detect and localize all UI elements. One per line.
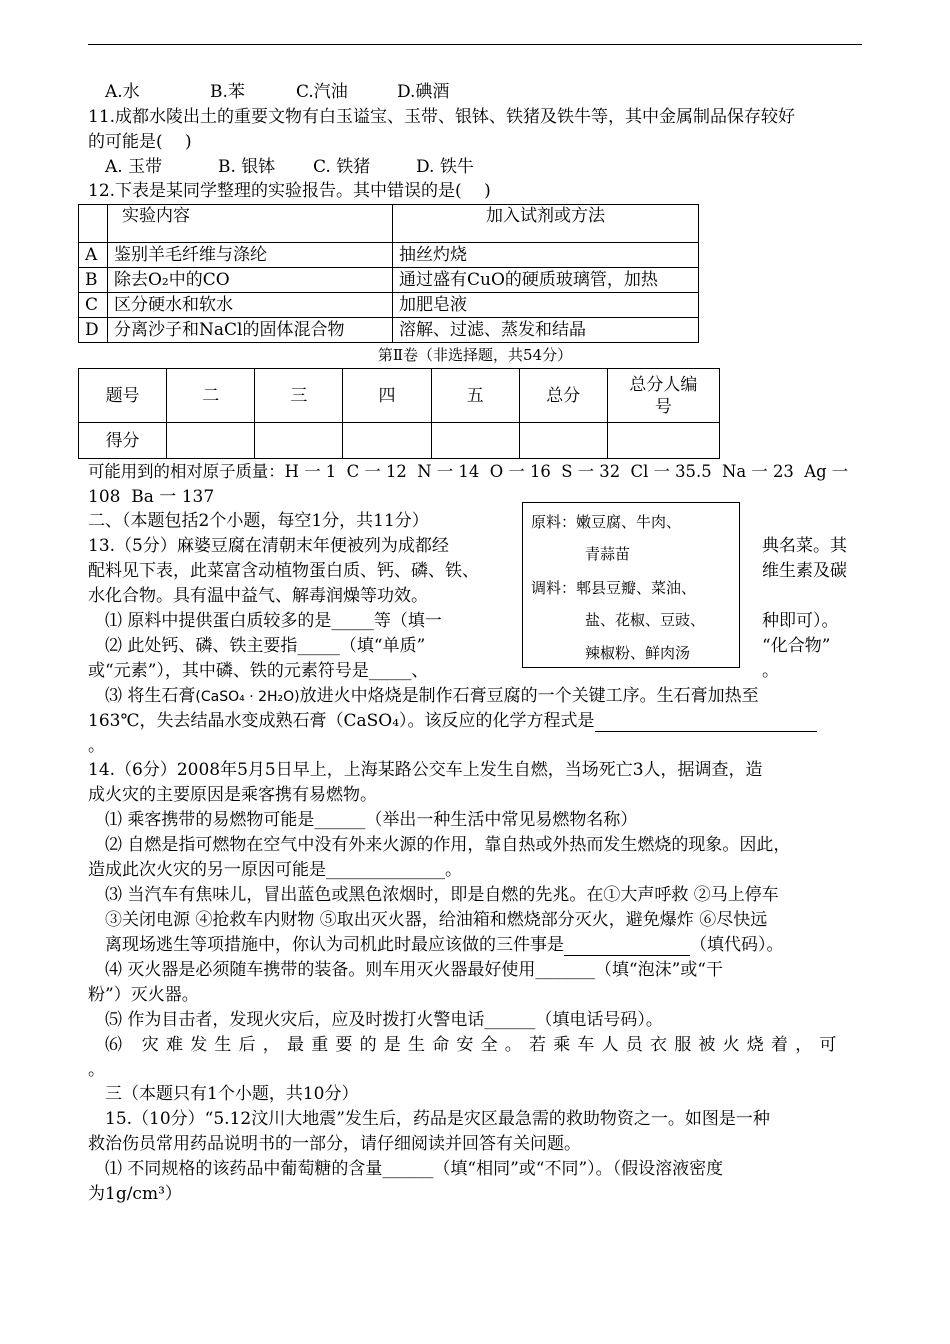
- q14-part1: ⑴ 乘客携带的易燃物可能是______（举出一种生活中常见易燃物名称）: [105, 810, 638, 830]
- q13-part3a: [105, 685, 759, 708]
- q14-part3c-tail: （填代码）。: [690, 935, 784, 955]
- q11-option-c: C. 铁猪: [313, 157, 371, 177]
- table-row: [79, 293, 699, 318]
- atomic-mass-line2: 108 Ba 一 137: [88, 487, 215, 507]
- score-cell[interactable]: [343, 423, 431, 459]
- recipe-line: 盐、花椒、豆豉、: [585, 611, 706, 629]
- q14-part3c-text: 离现场逃生等项措施中，你认为司机此时最应该做的三件事是: [105, 935, 564, 955]
- q13-part3-text: 放进火中烙烧是制作石膏豆腐的一个关键工序。生石膏加热至: [299, 686, 759, 706]
- q13-part1b: 种即可）。: [762, 611, 839, 631]
- q13-part1a: ⑴ 原料中提供蛋白质较多的是_____等（填一: [105, 611, 442, 631]
- q11-option-d: D. 铁牛: [416, 157, 474, 177]
- table-cell: D: [79, 318, 108, 343]
- recipe-line: 调料：郫县豆瓣、菜油、: [531, 579, 697, 597]
- q12-stem: 12.下表是某同学整理的实验报告。其中错误的是( ): [88, 181, 491, 201]
- q15-line1: 15.（10分）“5.12汶川大地震”发生后，药品是灾区最急需的救助物资之一。如图是一种: [105, 1109, 770, 1129]
- q13-line3: 水化合物。具有温中益气、解毒润燥等功效。: [88, 586, 428, 606]
- atomic-mass-line1: 可能用到的相对原子质量：H 一 1 C 一 12 N 一 14 O 一 16 S 一 32 Cl 一 35.5 Na 一 23 Ag 一: [88, 462, 849, 481]
- table-header-cell: 五: [431, 369, 519, 423]
- table-header-row: [79, 369, 720, 423]
- q14-part2b: 造成此次火灾的另一原因可能是______________。: [88, 860, 462, 880]
- table-cell: 区分硬水和软水: [108, 293, 393, 318]
- q14-part2a: ⑵ 自燃是指可燃物在空气中没有外来火源的作用，靠自热或外热而发生燃烧的现象。因此，: [105, 835, 791, 855]
- score-cell[interactable]: [255, 423, 343, 459]
- q10-option-a: A.水: [105, 82, 140, 102]
- table-cell: 鉴别羊毛纤维与涤纶: [108, 243, 393, 268]
- score-cell[interactable]: [431, 423, 519, 459]
- header-rule: [88, 44, 862, 45]
- table-row: [79, 423, 720, 459]
- table-header-cell: [79, 205, 108, 243]
- table-row: [79, 243, 699, 268]
- q14-part5: ⑸ 作为目击者，发现火灾后，应及时拨打火警电话______（填电话号码）。: [105, 1010, 663, 1030]
- score-table: [78, 368, 720, 459]
- q14-part3c: [105, 934, 784, 956]
- q11-option-a: A. 玉带: [105, 157, 163, 177]
- table-header-cell: 三: [255, 369, 343, 423]
- q13-line2b: 维生素及碳: [762, 561, 847, 581]
- q14-line2: 成火灾的主要原因是乘客携有易燃物。: [88, 785, 377, 805]
- score-cell[interactable]: [167, 423, 255, 459]
- q15-part1b: 为1g/cm³）: [88, 1184, 182, 1204]
- part2-title: 第Ⅱ卷（非选择题，共54分）: [377, 346, 573, 364]
- table-header-cell: 总分人编号: [607, 369, 719, 423]
- q13-part3d: 。: [88, 736, 105, 756]
- table-header-cell: 二: [167, 369, 255, 423]
- q14-part3b: ③关闭电源 ④抢救车内财物 ⑤取出灭火器，给油箱和燃烧部分灭火，避免爆炸 ⑥尽快远: [105, 910, 768, 930]
- q11-stem-line1: 11.成都水陵出土的重要文物有白玉谥宝、玉带、银钵、铁猪及铁牛等，其中金属制品保存较好: [88, 107, 796, 127]
- table-header-cell: 实验内容: [108, 205, 393, 243]
- section2-heading: 二、（本题包括2个小题，每空1分，共11分）: [88, 511, 429, 531]
- q13-part2d: 。: [762, 661, 779, 681]
- table-cell: 抽丝灼烧: [393, 243, 699, 268]
- q13-part3c-text: 163℃，失去结晶水变成熟石膏（CaSO₄）。该反应的化学方程式是: [88, 711, 595, 731]
- table-cell: C: [79, 293, 108, 318]
- q10-option-d: D.碘酒: [397, 82, 450, 102]
- q14-part4b: 粉”）灭火器。: [88, 985, 199, 1005]
- answer-blank[interactable]: [595, 715, 817, 732]
- recipe-box: [522, 502, 740, 668]
- table-cell: A: [79, 243, 108, 268]
- table-header-cell: 加入试剂或方法: [393, 205, 699, 243]
- q15-part1: ⑴ 不同规格的该药品中葡萄糖的含量______（填“相同”或“不同”）。（假设溶液密度: [105, 1159, 724, 1179]
- score-cell[interactable]: [519, 423, 607, 459]
- q13-part3c: [88, 710, 817, 732]
- table-cell: 得分: [79, 423, 167, 459]
- q13-part3-lead: ⑶ 将生石膏: [105, 686, 196, 706]
- table-cell: 通过盛有CuO的硬质玻璃管，加热: [393, 268, 699, 293]
- recipe-line: 青蒜苗: [585, 545, 631, 563]
- table-header-cell: 四: [343, 369, 431, 423]
- table-cell: 分离沙子和NaCl的固体混合物: [108, 318, 393, 343]
- q13-line1a: 13.（5分）麻婆豆腐在清朝末年便被列为成都经: [88, 536, 449, 556]
- table-header-cell: 总分: [519, 369, 607, 423]
- q13-line1b: 典名菜。其: [762, 536, 847, 556]
- table-cell: 加肥皂液: [393, 293, 699, 318]
- answer-blank[interactable]: [564, 939, 690, 956]
- table-cell: 除去O₂中的CO: [108, 268, 393, 293]
- q11-stem-line2: 的可能是( ): [88, 132, 192, 152]
- q14-part3a: ⑶ 当汽车有焦味儿，冒出蓝色或黑色浓烟时，即是自燃的先兆。在①大声呼救 ②马上停车: [105, 885, 779, 905]
- q10-option-c: C.汽油: [296, 82, 348, 102]
- q13-part2b: “化合物”: [762, 636, 831, 656]
- recipe-line: 辣椒粉、鲜肉汤: [585, 644, 691, 662]
- table-cell: B: [79, 268, 108, 293]
- table-header-row: [79, 205, 699, 243]
- gypsum-formula: (CaSO₄ · 2H₂O): [195, 689, 300, 705]
- q13-line2a: 配料见下表，此菜富含动植物蛋白质、钙、磷、铁、: [88, 561, 479, 581]
- section3-heading: 三（本题只有1个小题，共10分）: [105, 1084, 359, 1104]
- q10-option-b: B.苯: [210, 82, 245, 102]
- q14-line1: 14.（6分）2008年5月5日早上，上海某路公交车上发生自燃，当场死亡3人，据调查，造: [88, 760, 763, 780]
- q13-part2a: ⑵ 此处钙、磷、铁主要指_____（填“单质”: [105, 636, 426, 656]
- table-row: [79, 318, 699, 343]
- q12-table: [78, 204, 699, 343]
- q14-part4a: ⑷ 灭火器是必须随车携带的装备。则车用灭火器最好使用_______（填“泡沫”或“干: [105, 960, 723, 980]
- q13-part2c: 或“元素”），其中磷、铁的元素符号是_____、: [88, 661, 429, 681]
- q15-line2: 救治伤员常用药品说明书的一部分，请仔细阅读并回答有关问题。: [88, 1134, 581, 1154]
- table-header-cell: 题号: [79, 369, 167, 423]
- q11-option-b: B. 银钵: [218, 157, 276, 177]
- score-cell[interactable]: [607, 423, 719, 459]
- recipe-line: 原料：嫩豆腐、牛肉、: [531, 513, 682, 531]
- q14-part6a: ⑹ 灾难发生后，最重要的是生命安全。若乘车人员衣服被火烧着，可: [105, 1035, 844, 1055]
- table-cell: 溶解、过滤、蒸发和结晶: [393, 318, 699, 343]
- q14-part6b: 。: [88, 1060, 105, 1080]
- table-row: [79, 268, 699, 293]
